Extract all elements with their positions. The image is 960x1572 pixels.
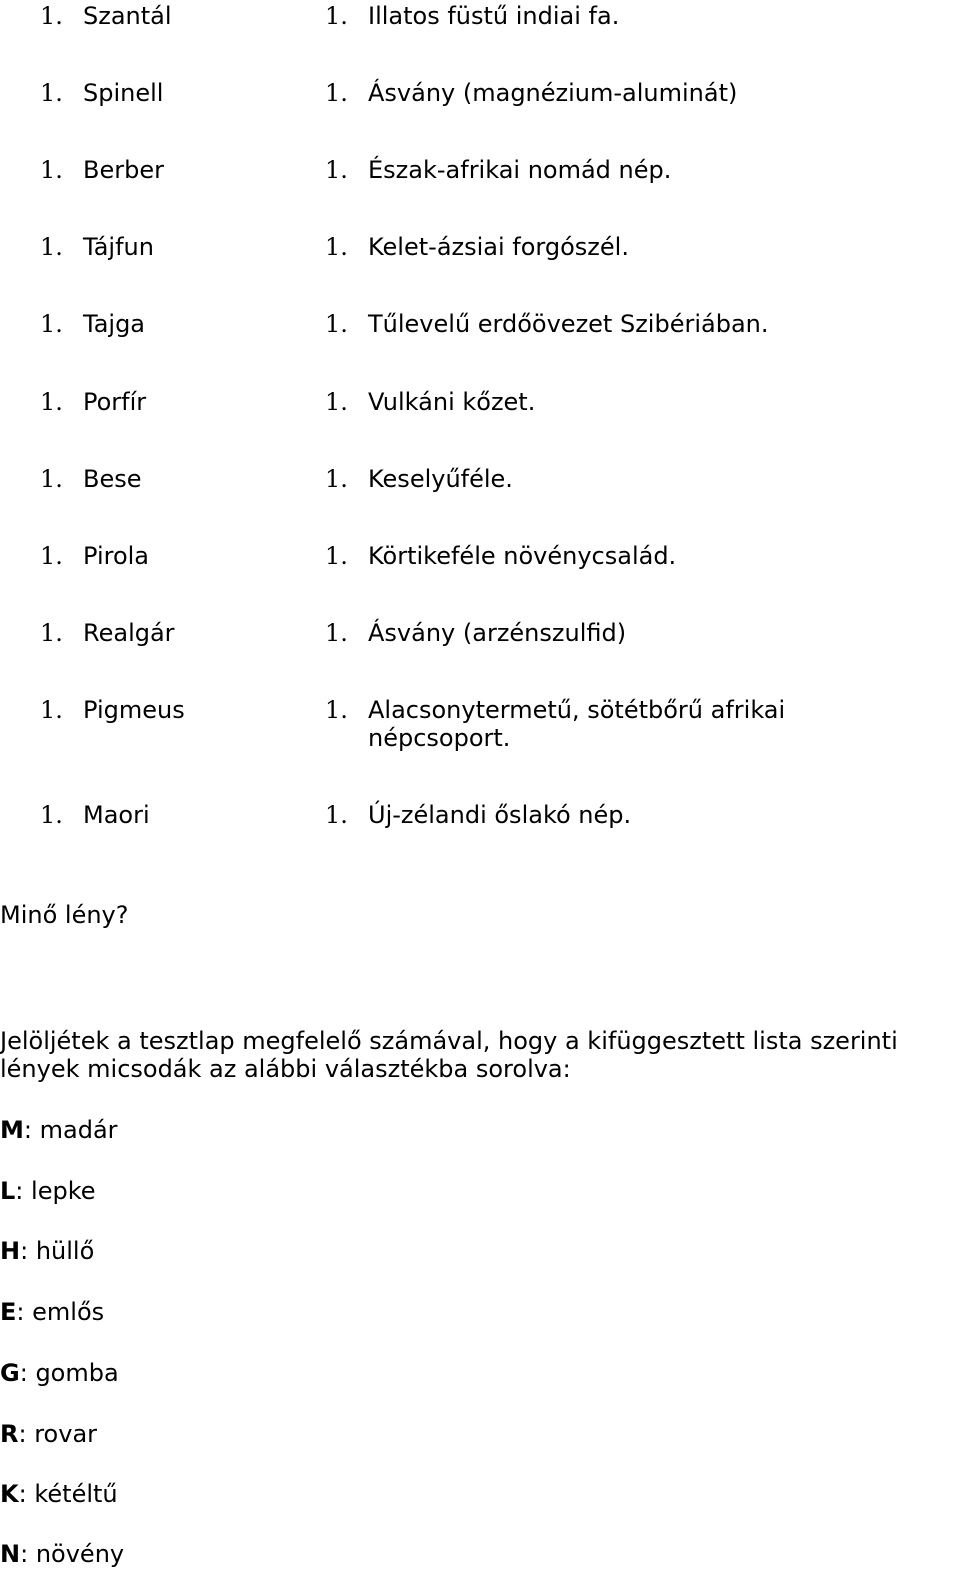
- definition-number: 1.: [325, 310, 348, 338]
- category-label: hüllő: [35, 1237, 95, 1265]
- glossary-term: Porfír: [83, 388, 147, 416]
- glossary-term: Tájfun: [83, 233, 154, 261]
- category-separator: :: [23, 1116, 32, 1144]
- glossary-definition: Alacsonytermetű, sötétbőrű afrikai népcsoport.: [368, 696, 786, 752]
- category-item: [0, 1420, 97, 1448]
- term-number: 1.: [40, 2, 63, 30]
- category-item: [0, 1480, 118, 1508]
- glossary-definition: Kelet-ázsiai forgószél.: [368, 233, 629, 261]
- definition-number: 1.: [325, 156, 348, 184]
- category-separator: :: [19, 1359, 28, 1387]
- category-separator: :: [20, 1540, 29, 1568]
- category-code: R: [0, 1420, 19, 1448]
- glossary-definition: Vulkáni kőzet.: [368, 388, 536, 416]
- glossary-definition: Körtikeféle növénycsalád.: [368, 542, 677, 570]
- category-code: K: [0, 1480, 19, 1508]
- category-code: N: [0, 1540, 21, 1568]
- category-item: [0, 1359, 119, 1387]
- category-label: emlős: [32, 1298, 105, 1326]
- glossary-term: Berber: [83, 156, 164, 184]
- term-number: 1.: [40, 696, 63, 724]
- glossary-term: Tajga: [83, 310, 146, 338]
- instructions-text: Jelöljétek a tesztlap megfelelő számával, hogy a kifüggesztett lista szerinti lények micsodák az alábbi választékba sorolva:: [0, 1027, 898, 1083]
- definition-number: 1.: [325, 388, 348, 416]
- glossary-definition: Ásvány (arzénszulfid): [368, 619, 627, 647]
- term-number: 1.: [40, 388, 63, 416]
- definition-number: 1.: [325, 465, 348, 493]
- category-label: madár: [39, 1116, 118, 1144]
- term-number: 1.: [40, 156, 63, 184]
- term-number: 1.: [40, 79, 63, 107]
- category-item: [0, 1237, 94, 1265]
- category-separator: :: [20, 1237, 29, 1265]
- category-item: [0, 1116, 118, 1144]
- term-number: 1.: [40, 233, 63, 261]
- definition-number: 1.: [325, 2, 348, 30]
- category-item: [0, 1177, 96, 1205]
- glossary-term: Bese: [83, 465, 142, 493]
- category-separator: :: [18, 1480, 27, 1508]
- category-item: [0, 1298, 104, 1326]
- term-number: 1.: [40, 465, 63, 493]
- definition-number: 1.: [325, 696, 348, 724]
- glossary-definition: Illatos füstű indiai fa.: [368, 2, 620, 30]
- glossary-term: Spinell: [83, 79, 164, 107]
- definition-number: 1.: [325, 801, 348, 829]
- definition-number: 1.: [325, 79, 348, 107]
- glossary-term: Maori: [83, 801, 150, 829]
- category-separator: :: [16, 1298, 25, 1326]
- category-code: L: [0, 1177, 16, 1205]
- glossary-definition: Tűlevelű erdőövezet Szibériában.: [368, 310, 769, 338]
- category-item: [0, 1540, 124, 1568]
- glossary-definition: Új-zélandi őslakó nép.: [368, 801, 632, 829]
- definition-number: 1.: [325, 542, 348, 570]
- glossary-term: Pigmeus: [83, 696, 185, 724]
- category-label: gomba: [35, 1359, 119, 1387]
- term-number: 1.: [40, 310, 63, 338]
- term-number: 1.: [40, 542, 63, 570]
- glossary-definition: Észak-afrikai nomád nép.: [368, 156, 672, 184]
- term-number: 1.: [40, 619, 63, 647]
- category-code: G: [0, 1359, 20, 1387]
- category-separator: :: [18, 1420, 27, 1448]
- category-separator: :: [15, 1177, 24, 1205]
- section-title: Minő lény?: [0, 901, 129, 929]
- category-label: kétéltű: [34, 1480, 118, 1508]
- category-code: H: [0, 1237, 21, 1265]
- glossary-definition: Ásvány (magnézium-aluminát): [368, 79, 738, 107]
- definition-number: 1.: [325, 619, 348, 647]
- category-label: rovar: [34, 1420, 98, 1448]
- glossary-term: Realgár: [83, 619, 175, 647]
- glossary-term: Szantál: [83, 2, 172, 30]
- category-label: növény: [35, 1540, 125, 1568]
- glossary-definition: Keselyűféle.: [368, 465, 513, 493]
- category-code: E: [0, 1298, 17, 1326]
- definition-number: 1.: [325, 233, 348, 261]
- term-number: 1.: [40, 801, 63, 829]
- glossary-term: Pirola: [83, 542, 150, 570]
- category-code: M: [0, 1116, 24, 1144]
- category-label: lepke: [31, 1177, 96, 1205]
